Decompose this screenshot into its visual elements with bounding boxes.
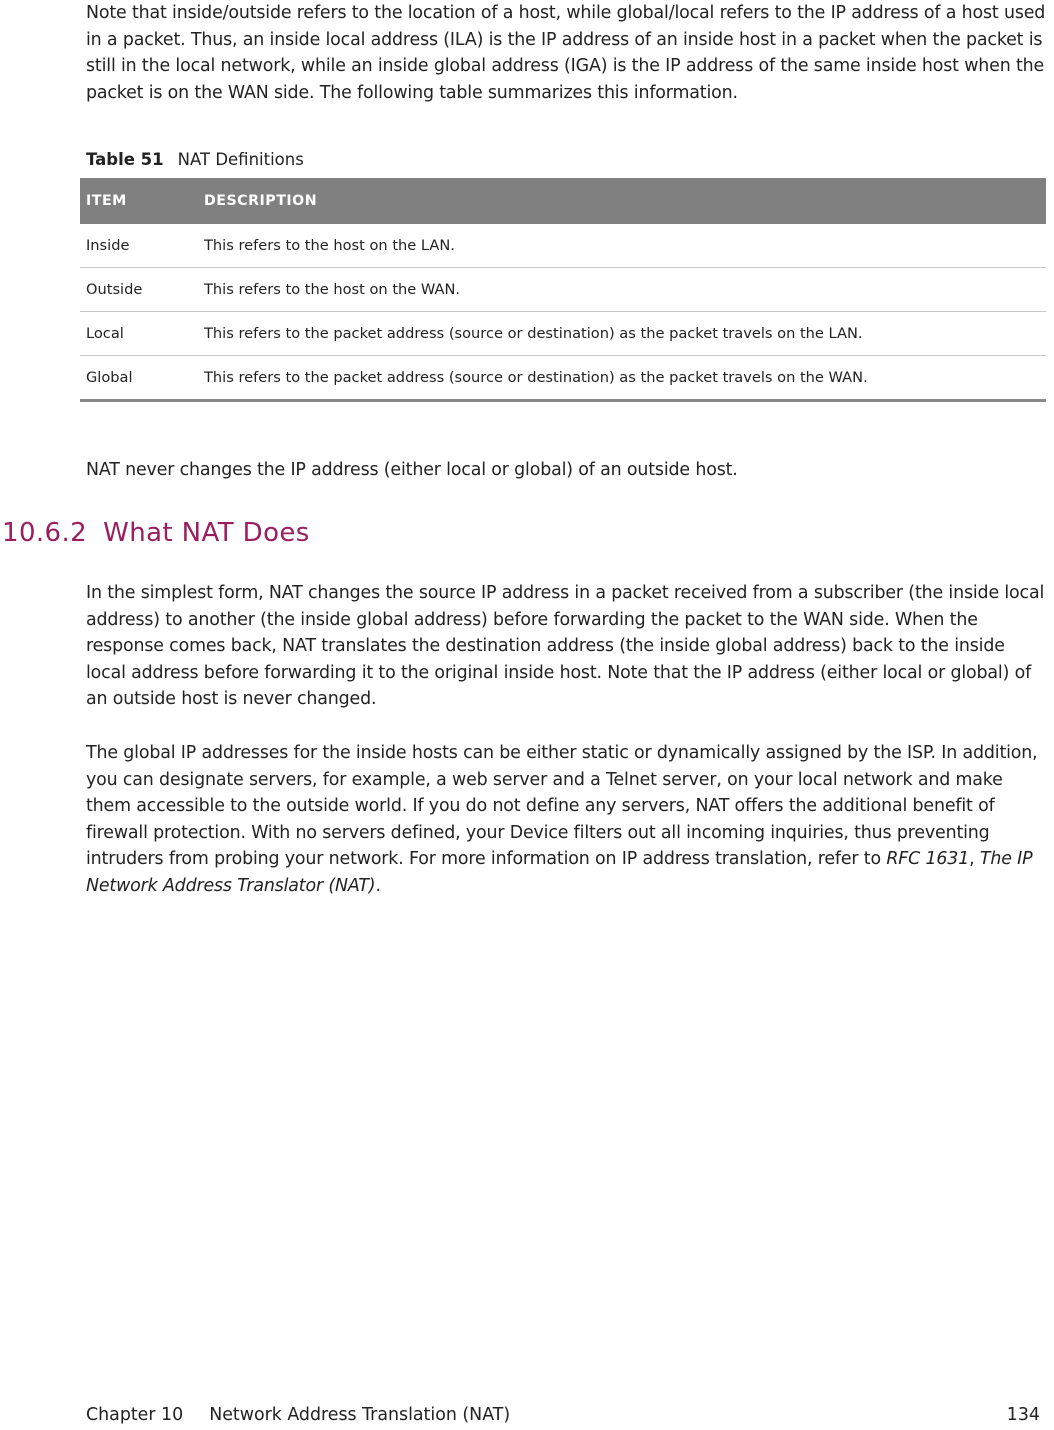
cell-item: Local (80, 312, 204, 356)
table-row (80, 356, 1046, 401)
body-paragraph-1: In the simplest form, NAT changes the source IP address in a packet received from a subscriber (the inside local address) to another (the inside global address) before forwarding the packet to the WAN side. When the response comes back, NAT translates the destination address (the inside global address) back to the inside local address before forwarding it to the original inside host. Note that the IP address (either local or global) of an outside host is never changed. (86, 583, 1045, 709)
footer-chapter: Chapter 10 (86, 1405, 184, 1425)
cell-item: Outside (80, 268, 204, 312)
section-number: 10.6.2 (2, 518, 88, 548)
table-row (80, 312, 1046, 356)
cell-description: This refers to the host on the LAN. (204, 224, 1046, 268)
column-header-description: DESCRIPTION (204, 178, 1046, 224)
reference-separator: , (969, 849, 980, 869)
section-heading (2, 518, 310, 548)
reference-title: The IP Network Address Translator (NAT) (86, 849, 1033, 896)
table-row (80, 224, 1046, 268)
after-table-paragraph: NAT never changes the IP address (either local or global) of an outside host. (86, 460, 738, 480)
table-number: Table 51 (86, 150, 164, 169)
body-paragraph-2-text: The global IP addresses for the inside hosts can be either static or dynamically assigned by the ISP. In addition, you can designate servers, for example, a web server and a Telnet server, on your local network and make them accessible to the outside world. If you do not define any servers, NAT offers the additional benefit of firewall protection. With no servers defined, your Device filters out all incoming inquiries, thus preventing intruders from probing your network. For more information on IP address translation, refer to (86, 743, 1038, 869)
reference-rfc: RFC 1631 (886, 849, 970, 869)
table-header-row (80, 178, 1046, 224)
paragraph-end: . (375, 875, 381, 896)
table-caption (86, 150, 304, 169)
section-title: What NAT Does (103, 518, 310, 548)
footer-chapter-title: Network Address Translation (NAT) (209, 1405, 511, 1425)
page-number: 134 (1006, 1405, 1040, 1425)
nat-definitions-table (80, 178, 1046, 402)
cell-item: Global (80, 356, 204, 401)
table-title: NAT Definitions (177, 150, 304, 169)
cell-item: Inside (80, 224, 204, 268)
cell-description: This refers to the host on the WAN. (204, 268, 1046, 312)
page-footer (86, 1405, 510, 1425)
table-row (80, 268, 1046, 312)
column-header-item: ITEM (80, 178, 204, 224)
body-paragraph-2 (86, 740, 1048, 899)
intro-paragraph: Note that inside/outside refers to the location of a host, while global/local refers to the IP address of a host used in a packet. Thus, an inside local address (ILA) is the IP address of an inside host in a packet when the packet is still in the local network, while an inside global address (IGA) is the IP address of the same inside host when the packet is on the WAN side. The following table summarizes this information. (86, 3, 1046, 103)
cell-description: This refers to the packet address (source or destination) as the packet travels on the LAN. (204, 312, 1046, 356)
cell-description: This refers to the packet address (source or destination) as the packet travels on the WAN. (204, 356, 1046, 401)
